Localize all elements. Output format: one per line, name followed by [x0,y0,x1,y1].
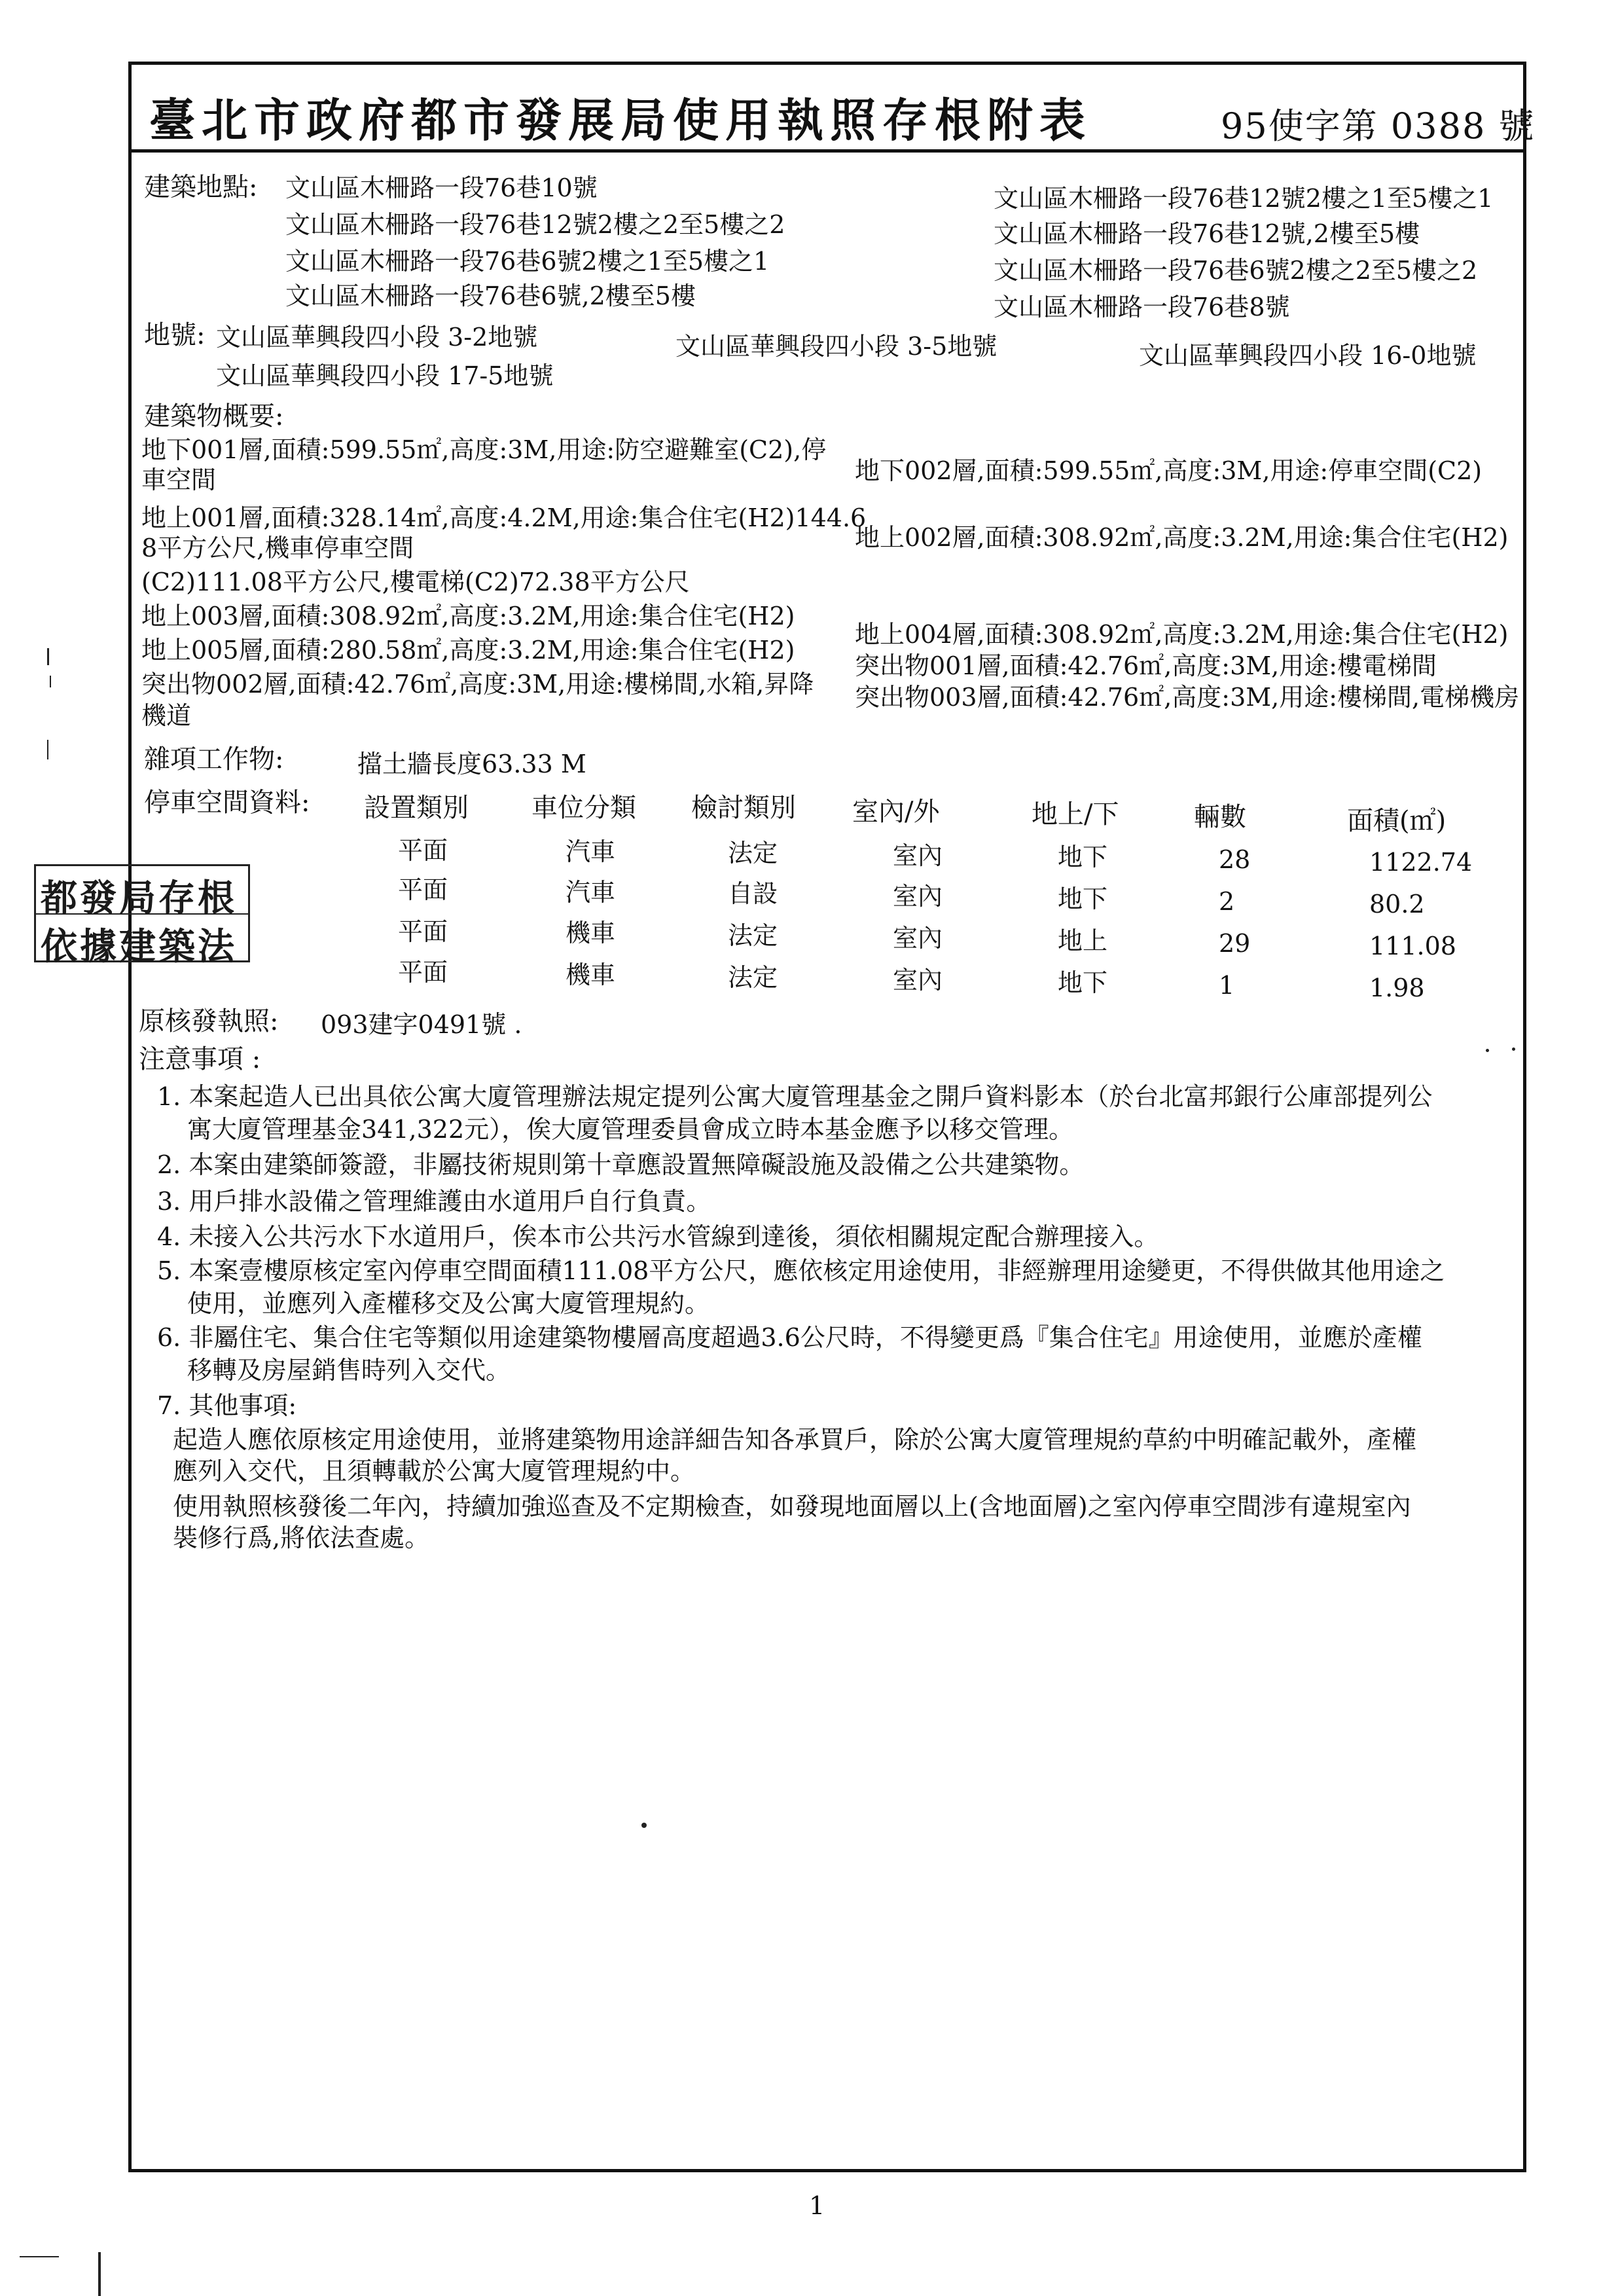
building-left-4: 8平方公尺,機車停車空間 [141,534,414,562]
lot-item-2: 文山區華興段四小段 3-5地號 [675,332,998,361]
notes-label: 注意事項 : [139,1044,261,1074]
building-left-5: (C2)111.08平方公尺,樓電梯(C2)72.38平方公尺 [141,568,690,596]
page-number: 1 [809,2191,825,2220]
building-left-7: 地上005層,面積:280.58㎡,高度:3.2M,用途:集合住宅(H2) [141,636,795,665]
parking-r1-c3: 法定 [728,839,778,867]
parking-r2-c5: 地下 [1058,884,1108,913]
parking-col-1: 設置類別 [364,793,469,823]
parking-r2-c4: 室內 [893,882,943,911]
original-permit-label: 原核發執照: [139,1006,279,1036]
note-line-11: 起造人應依原核定用途使用，並將建築物用途詳細告知各承買戶，除於公寓大廈管理規約草約中明確記載外，產權 [173,1425,1417,1454]
note-line-7: 使用，並應列入產權移交及公寓大廈管理規約。 [187,1289,710,1318]
parking-r1-c6: 28 [1219,845,1251,874]
scan-mark-3 [47,740,48,759]
lot-item-3: 文山區華興段四小段 16-0地號 [1139,341,1477,370]
location-right-3: 文山區木柵路一段76巷6號2樓之2至5樓之2 [994,256,1478,285]
parking-r2-c2: 汽車 [566,878,616,907]
document-number: 95使字第 0388 號 [1221,105,1536,147]
parking-col-3: 檢討類別 [691,793,796,823]
parking-r3-c5: 地上 [1058,926,1108,955]
parking-r4-c7: 1.98 [1369,974,1425,1002]
building-right-3: 地上004層,面積:308.92㎡,高度:3.2M,用途:集合住宅(H2) [855,620,1509,649]
note-line-13: 使用執照核發後二年內，持續加強巡查及不定期檢查，如發現地面層以上(含地面層)之室內停車空間涉有違規室內 [173,1492,1411,1521]
building-left-8: 突出物002層,面積:42.76㎡,高度:3M,用途:樓梯間,水箱,昇降 [141,670,814,699]
parking-r3-c2: 機車 [566,919,616,947]
parking-col-5: 地上/下 [1032,799,1119,829]
scan-dot-2 [1486,1049,1489,1052]
parking-r3-c3: 法定 [728,921,778,950]
parking-r4-c2: 機車 [566,960,616,989]
building-label: 建築物概要: [144,401,284,431]
parking-r1-c1: 平面 [398,836,448,865]
location-left-4: 文山區木柵路一段76巷6號,2樓至5樓 [285,282,696,310]
location-label: 建築地點: [144,172,258,202]
document-title: 臺北市政府都市發展局使用執照存根附表 [149,93,1092,147]
building-right-5: 突出物003層,面積:42.76㎡,高度:3M,用途:樓梯間,電梯機房 [855,683,1520,712]
scan-mark [47,648,49,665]
lot-item-4: 文山區華興段四小段 17-5地號 [216,361,554,390]
parking-r4-c4: 室內 [893,966,943,994]
note-line-9: 移轉及房屋銷售時列入交代。 [187,1356,511,1385]
note-line-12: 應列入交代，且須轉載於公寓大廈管理規約中。 [173,1457,696,1485]
parking-r1-c4: 室內 [893,841,943,870]
original-permit-value: 093建字0491號 . [321,1010,522,1039]
parking-r2-c7: 80.2 [1369,890,1425,919]
parking-r3-c7: 111.08 [1369,932,1456,960]
note-line-5: 4. 未接入公共污水下水道用戶，俟本市公共污水管線到達後，須依相關規定配合辦理接入。 [157,1222,1159,1251]
parking-r1-c7: 1122.74 [1369,848,1473,877]
misc-label: 雜項工作物: [144,744,284,774]
parking-r1-c5: 地下 [1058,843,1108,871]
parking-r2-c3: 自設 [728,879,778,908]
building-left-9: 機道 [141,701,192,730]
building-left-3: 地上001層,面積:328.14㎡,高度:4.2M,用途:集合住宅(H2)144.6 [141,503,867,532]
parking-r2-c1: 平面 [398,875,448,904]
stamp-line-2: 依據建築法 [41,925,237,968]
stamp-line-1: 都發局存根 [41,877,237,920]
parking-col-2: 車位分類 [531,793,636,823]
building-left-6: 地上003層,面積:308.92㎡,高度:3.2M,用途:集合住宅(H2) [141,602,795,630]
building-left-1: 地下001層,面積:599.55㎡,高度:3M,用途:防空避難室(C2),停 [141,435,827,464]
note-line-6: 5. 本案壹樓原核定室內停車空間面積111.08平方公尺，應依核定用途使用，非經辦理用途變更，不得供做其他用途之 [157,1256,1445,1285]
note-line-3: 2. 本案由建築師簽證，非屬技術規則第十章應設置無障礙設施及設備之公共建築物。 [157,1150,1085,1179]
building-right-4: 突出物001層,面積:42.76㎡,高度:3M,用途:樓電梯間 [855,651,1437,680]
scan-dot-3 [1512,1048,1515,1051]
parking-r3-c4: 室內 [893,924,943,953]
parking-col-7: 面積(㎡) [1347,806,1447,836]
location-left-2: 文山區木柵路一段76巷12號2樓之2至5樓之2 [285,210,785,239]
parking-col-4: 室內/外 [852,797,940,827]
location-right-4: 文山區木柵路一段76巷8號 [994,293,1290,321]
location-left-3: 文山區木柵路一段76巷6號2樓之1至5樓之1 [285,247,770,276]
location-right-2: 文山區木柵路一段76巷12號,2樓至5樓 [994,219,1420,248]
note-line-14: 裝修行爲,將依法查處。 [173,1523,430,1552]
note-line-10: 7. 其他事項: [157,1391,297,1420]
note-line-2: 寓大廈管理基金341,322元），俟大廈管理委員會成立時本基金應予以移交管理。 [187,1115,1074,1144]
parking-r3-c6: 29 [1219,929,1251,958]
location-right-1: 文山區木柵路一段76巷12號2樓之1至5樓之1 [994,184,1494,213]
scan-mark-2 [50,676,51,687]
building-right-2: 地上002層,面積:308.92㎡,高度:3.2M,用途:集合住宅(H2) [855,523,1509,552]
parking-r4-c3: 法定 [728,963,778,992]
misc-value: 擋土牆長度63.33 M [357,750,586,778]
scan-mark-5 [20,2256,59,2257]
parking-r1-c2: 汽車 [566,837,616,866]
parking-r4-c1: 平面 [398,958,448,987]
note-line-4: 3. 用戶排水設備之管理維護由水道用戶自行負責。 [157,1187,711,1216]
note-line-8: 6. 非屬住宅、集合住宅等類似用途建築物樓層高度超過3.6公尺時，不得變更爲『集合住宅』用途使用，並應於產權 [157,1323,1422,1352]
note-line-1: 1. 本案起造人已出具依公寓大廈管理辦法規定提列公寓大廈管理基金之開戶資料影本（於台北富邦銀行公庫部提列公 [157,1082,1433,1111]
building-left-2: 車空間 [141,465,217,494]
scan-mark-4 [98,2252,101,2296]
building-right-1: 地下002層,面積:599.55㎡,高度:3M,用途:停車空間(C2) [855,456,1483,485]
parking-r4-c6: 1 [1219,971,1235,1000]
parking-col-6: 輛數 [1194,802,1246,832]
scan-dot [641,1823,647,1828]
parking-r2-c6: 2 [1219,887,1235,916]
location-left-1: 文山區木柵路一段76巷10號 [285,173,598,202]
lots-label: 地號: [144,320,206,350]
parking-r3-c1: 平面 [398,917,448,946]
parking-label: 停車空間資料: [144,788,310,818]
lot-item-1: 文山區華興段四小段 3-2地號 [216,323,538,352]
parking-r4-c5: 地下 [1058,968,1108,997]
